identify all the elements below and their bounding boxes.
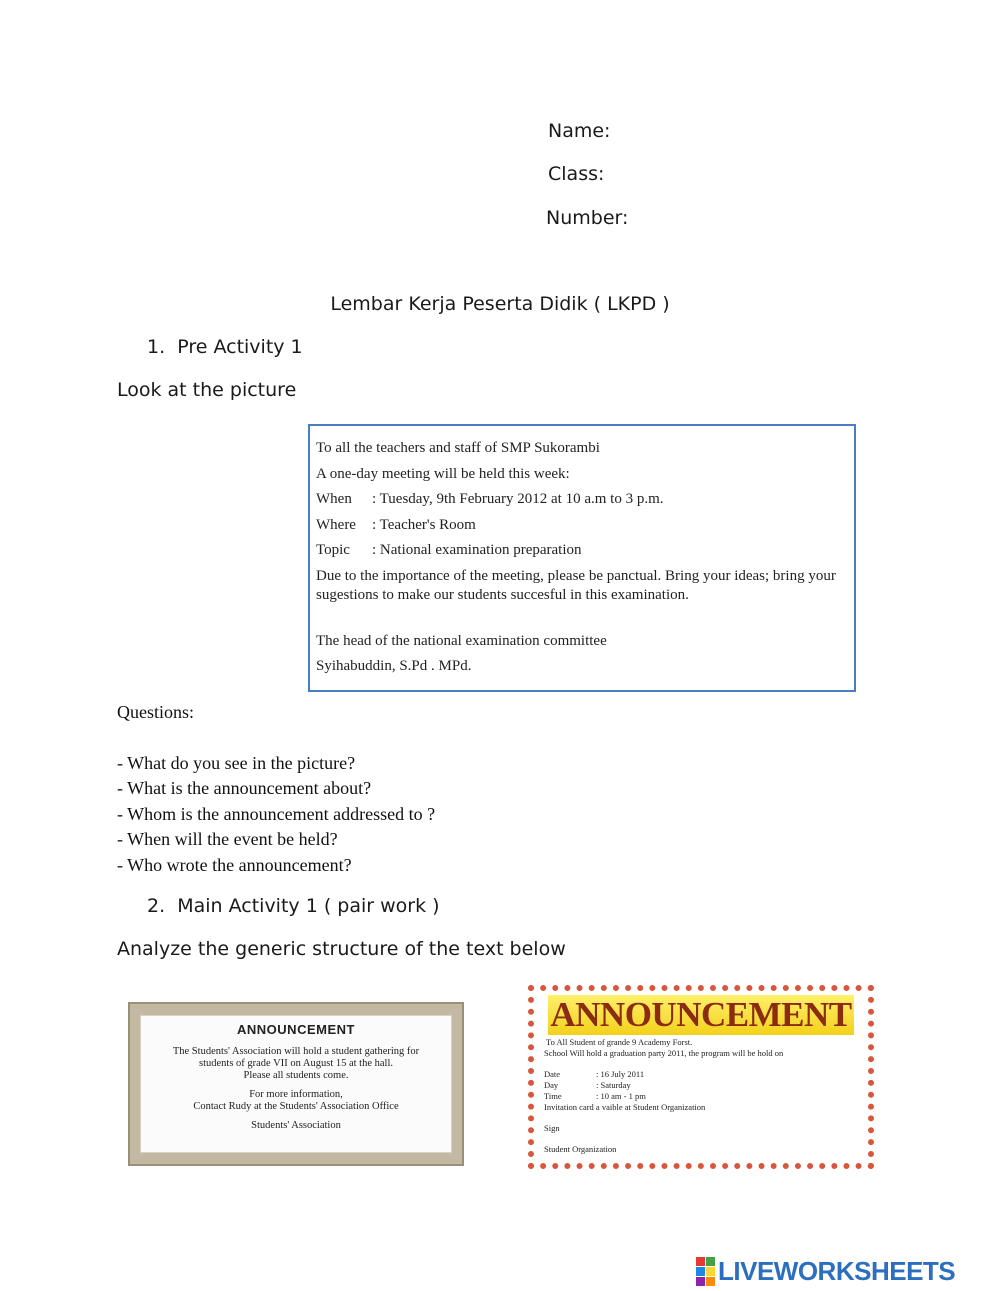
picture1-detail xyxy=(316,538,848,564)
logo-blocks-icon xyxy=(696,1257,715,1286)
detail-key: Time xyxy=(544,1091,562,1101)
worksheet-title: Lembar Kerja Peserta Didik ( LKPD ) xyxy=(330,293,670,315)
detail-value: : Saturday xyxy=(596,1080,631,1090)
section1-instruction: Look at the picture xyxy=(117,379,297,401)
detail-key: When xyxy=(316,491,352,507)
announcement1-body-line: students of grade VII on August 15 at the hall. xyxy=(198,1058,394,1069)
announcement-picture-2 xyxy=(128,1002,464,1166)
question-item: - Whom is the announcement addressed to ? xyxy=(117,804,436,824)
announcement2-intro: School Will hold a graduation party 2011, the program will be hold on xyxy=(544,1048,784,1058)
announcement1-title: ANNOUNCEMENT xyxy=(237,1022,355,1037)
announcement1-body-line: Please all students come. xyxy=(243,1070,349,1081)
announcement2-title: ANNOUNCEMENT xyxy=(548,995,854,1035)
detail-value: : Teacher's Room xyxy=(372,516,476,533)
detail-value: : National examination preparation xyxy=(372,542,582,558)
logo-block xyxy=(706,1267,715,1276)
picture1-paragraph: Due to the importance of the meeting, please be panctual. Bring your ideas; bring your sugestions to make our students succesful in this examination. xyxy=(316,567,836,603)
detail-value: : Tuesday, 9th February 2012 at 10 a.m to 3 p.m. xyxy=(372,491,664,507)
announcement2-to: To All Student of grande 9 Academy Forst. xyxy=(546,1037,693,1047)
liveworksheets-logo[interactable] xyxy=(696,1257,955,1285)
logo-block xyxy=(706,1257,715,1266)
detail-value: : 10 am - 1 pm xyxy=(596,1091,646,1101)
detail-key: Day xyxy=(544,1080,559,1090)
question-item: - What is the announcement about? xyxy=(117,778,372,798)
announcement1-sender: Students' Association xyxy=(251,1120,341,1131)
picture1-signoff-name: Syihabuddin, S.Pd . MPd. xyxy=(316,658,472,674)
section1-heading: 1. Pre Activity 1 xyxy=(147,336,303,358)
section2-heading: 2. Main Activity 1 ( pair work ) xyxy=(147,895,440,917)
picture1-line: To all the teachers and staff of SMP Sukorambi xyxy=(316,440,600,456)
announcement2-detail xyxy=(544,1091,858,1102)
picture1-line: A one-day meeting will be held this week: xyxy=(316,465,570,482)
picture1-detail xyxy=(316,487,848,513)
question-item: - When will the event be held? xyxy=(117,829,338,849)
announcement2-org: Student Organization xyxy=(544,1144,617,1154)
announcement1-body-line: The Students' Association will hold a student gathering for xyxy=(172,1046,420,1057)
picture1-signoff-title: The head of the national examination committee xyxy=(316,632,607,649)
number-label: Number: xyxy=(546,207,629,229)
logo-block xyxy=(696,1257,705,1266)
announcement2-sign: Sign xyxy=(544,1123,560,1133)
logo-text: LIVEWORKSHEETS xyxy=(718,1255,956,1286)
question-item: - What do you see in the picture? xyxy=(117,753,356,773)
detail-key: Where xyxy=(316,516,356,533)
announcement-picture-3 xyxy=(528,985,874,1169)
logo-block xyxy=(696,1267,705,1276)
logo-block xyxy=(706,1277,715,1286)
name-label: Name: xyxy=(548,120,611,142)
detail-key: Topic xyxy=(316,542,350,558)
detail-value: : 16 July 2011 xyxy=(596,1069,645,1079)
announcement2-detail xyxy=(544,1069,858,1080)
announcement-picture-1 xyxy=(308,424,856,692)
announcement1-info-line: Contact Rudy at the Students' Association Office xyxy=(193,1101,399,1112)
questions-label: Questions: xyxy=(117,702,195,722)
question-item: - Who wrote the announcement? xyxy=(117,855,352,875)
announcement1-info-line: For more information, xyxy=(249,1089,343,1100)
logo-block xyxy=(696,1277,705,1286)
announcement2-detail xyxy=(544,1080,858,1091)
section2-instruction: Analyze the generic structure of the text below xyxy=(117,938,566,960)
picture1-detail xyxy=(316,513,848,539)
announcement2-note: Invitation card a vaible at Student Organization xyxy=(544,1102,706,1112)
detail-key: Date xyxy=(544,1069,561,1079)
class-label: Class: xyxy=(548,163,605,185)
